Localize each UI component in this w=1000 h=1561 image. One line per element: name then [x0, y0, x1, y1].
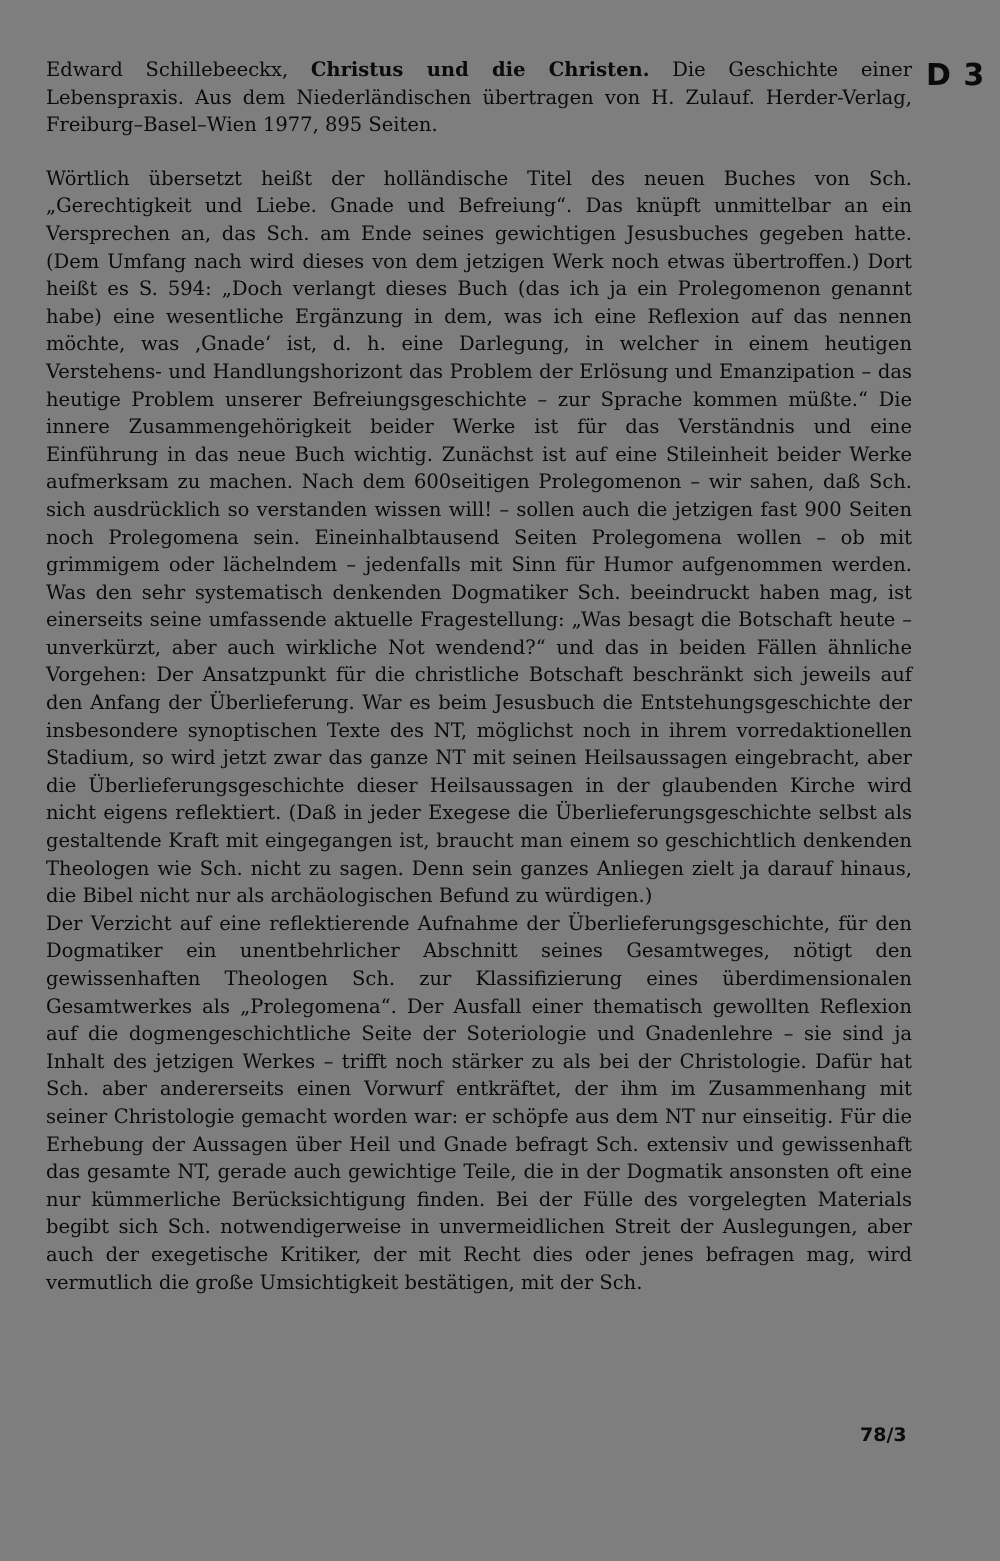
review-body	[46, 165, 912, 1296]
section-code: D 3	[926, 58, 986, 93]
citation-title: Christus und die Christen.	[310, 58, 650, 81]
citation-details: Die Geschichte einer Lebenspraxis. Aus dem Niederländischen übertragen von H. Zulauf. Herder-Verlag, Freiburg–Basel–Wien 1977, 895 Seiten.	[46, 58, 913, 137]
citation-author: Edward Schillebeeckx,	[46, 58, 289, 81]
paragraph-2: Der Verzicht auf eine reflektierende Aufnahme der Überlieferungsgeschichte, für den Dogmatiker ein unentbehrlicher Abschnitt seines Gesamtweges, nötigt den gewissenhaften Theologen Sch. zur Klassifizierung eines überdimensionalen Gesamtwerkes als „Prolegomena“. Der Ausfall einer thematisch gewollten Reflexion auf die dogmengeschichtliche Seite der Soteriologie und Gnadenlehre – sie sind ja Inhalt des jetzigen Werkes – trifft noch stärker zu als bei der Christologie. Dafür hat Sch. aber andererseits einen Vorwurf entkräftet, der ihm im Zusammenhang mit seiner Christologie gemacht worden war: er schöpfe aus dem NT nur einseitig. Für die Erhebung der Aussagen über Heil und Gnade befragt Sch. extensiv und gewissenhaft das gesamte NT, gerade auch gewichtige Teile, die in der Dogmatik ansonsten oft eine nur kümmerliche Berücksichtigung finden. Bei der Fülle des vorgelegten Materials begibt sich Sch. notwendigerweise in unvermeidlichen Streit der Auslegungen, aber auch der exegetische Kritiker, der mit Recht dies oder jenes befragen mag, wird vermutlich die große Umsichtigkeit bestätigen, mit der Sch.	[46, 911, 912, 1294]
text-column	[46, 56, 912, 1296]
paragraph-1: Wörtlich übersetzt heißt der holländische Titel des neuen Buches von Sch. „Gerechtigkeit und Liebe. Gnade und Befreiung“. Das knüpft unmittelbar an ein Versprechen an, das Sch. am Ende seines gewichtigen Jesusbuches gegeben hatte. (Dem Umfang nach wird dieses von dem jetzigen Werk noch etwas übertroffen.) Dort heißt es S. 594: „Doch verlangt dieses Buch (das ich ja ein Prolegomenon genannt habe) eine wesentliche Ergänzung in dem, was ich eine Reflexion auf das nennen möchte, was ‚Gnade‘ ist, d. h. eine Darlegung, in welcher in einem heutigen Verstehens- und Handlungshorizont das Problem der Erlösung und Emanzipation – das heutige Problem unserer Befreiungsgeschichte – zur Sprache kommen müßte.“ Die innere Zusammengehörigkeit beider Werke ist für das Verständnis und eine Einführung in das neue Buch wichtig. Zunächst ist auf eine Stileinheit beider Werke aufmerksam zu machen. Nach dem 600seitigen Prolegomenon – wir sahen, daß Sch. sich ausdrücklich so verstanden wissen will! – sollen auch die jetzigen fast 900 Seiten noch Prolegomena sein. Eineinhalbtausend Seiten Prolegomena wollen – ob mit grimmigem oder lächelndem – jedenfalls mit Sinn für Humor aufgenommen werden. Was den sehr systematisch denkenden Dogmatiker Sch. beeindruckt haben mag, ist einerseits seine umfassende aktuelle Fragestellung: „Was besagt die Botschaft heute – unverkürzt, aber auch wirkliche Not wendend?“ und das in beiden Fällen ähnliche Vorgehen: Der Ansatzpunkt für die christliche Botschaft beschränkt sich jeweils auf den Anfang der Überlieferung. War es beim Jesusbuch die Entstehungsgeschichte der insbesondere synoptischen Texte des NT, möglichst noch in ihrem vorredaktionellen Stadium, so wird jetzt zwar das ganze NT mit seinen Heilsaussagen eingebracht, aber die Überlieferungsgeschichte dieser Heilsaussagen in der glaubenden Kirche wird nicht eigens reflektiert. (Daß in jeder Exegese die Überlieferungsgeschichte selbst als gestaltende Kraft mit eingegangen ist, braucht man einem so geschichtlich denkenden Theologen wie Sch. nicht zu sagen. Denn sein ganzes Anliegen zielt ja darauf hinaus, die Bibel nicht nur als archäologischen Befund zu würdigen.)	[46, 166, 912, 908]
book-citation	[46, 56, 912, 139]
page-number: 78/3	[860, 1424, 907, 1446]
